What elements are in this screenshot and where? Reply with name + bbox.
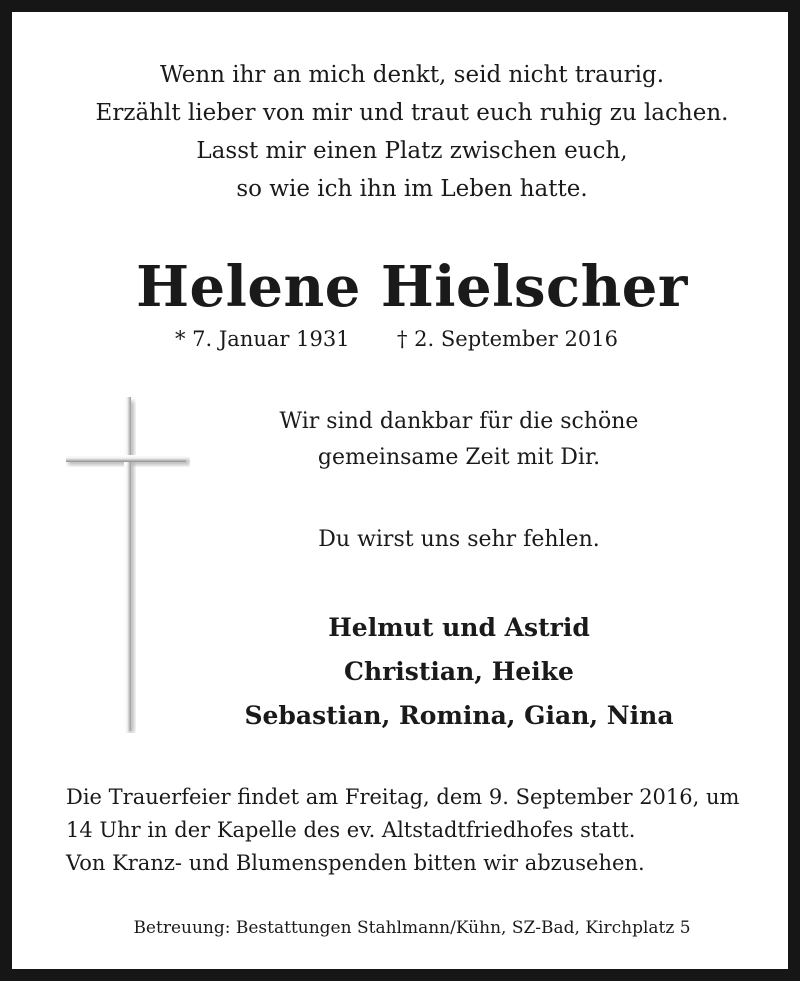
funeral-line: Von Kranz- und Blumenspenden bitten wir abzusehen. [66, 851, 645, 875]
poem-line: Wenn ihr an mich denkt, seid nicht traurig. [159, 62, 665, 88]
funeral-line: Die Trauerfeier findet am Freitag, dem 9. September 2016, um [66, 785, 740, 809]
poem-line: Erzählt lieber von mir und traut euch ruhig zu lachen. [95, 100, 729, 126]
family-line: Sebastian, Romina, Gian, Nina [244, 701, 674, 730]
poem-line: so wie ich ihn im Leben hatte. [236, 176, 588, 202]
thanks-line: gemeinsame Zeit mit Dir. [317, 445, 601, 470]
thanks-text [224, 404, 694, 476]
miss-text: Du wirst uns sehr fehlen. [318, 527, 600, 552]
poem-line: Lasst mir einen Platz zwischen euch, [196, 138, 628, 164]
death-date: † 2. September 2016 [397, 327, 618, 351]
undertaker-info: Betreuung: Bestattungen Stahlmann/Kühn, SZ-Bad, Kirchplatz 5 [133, 918, 691, 938]
funeral-line: 14 Uhr in der Kapelle des ev. Altstadtfriedhofes statt. [66, 818, 636, 842]
thanks-line: Wir sind dankbar für die schöne [279, 409, 639, 434]
birth-date: * 7. Januar 1931 [175, 327, 350, 351]
family-names [224, 606, 694, 738]
cross-icon [66, 397, 190, 733]
poem [12, 56, 800, 208]
funeral-info [66, 781, 786, 880]
family-line: Helmut und Astrid [328, 613, 590, 642]
family-line: Christian, Heike [344, 657, 574, 686]
deceased-name: Helene Hielscher [136, 254, 688, 320]
